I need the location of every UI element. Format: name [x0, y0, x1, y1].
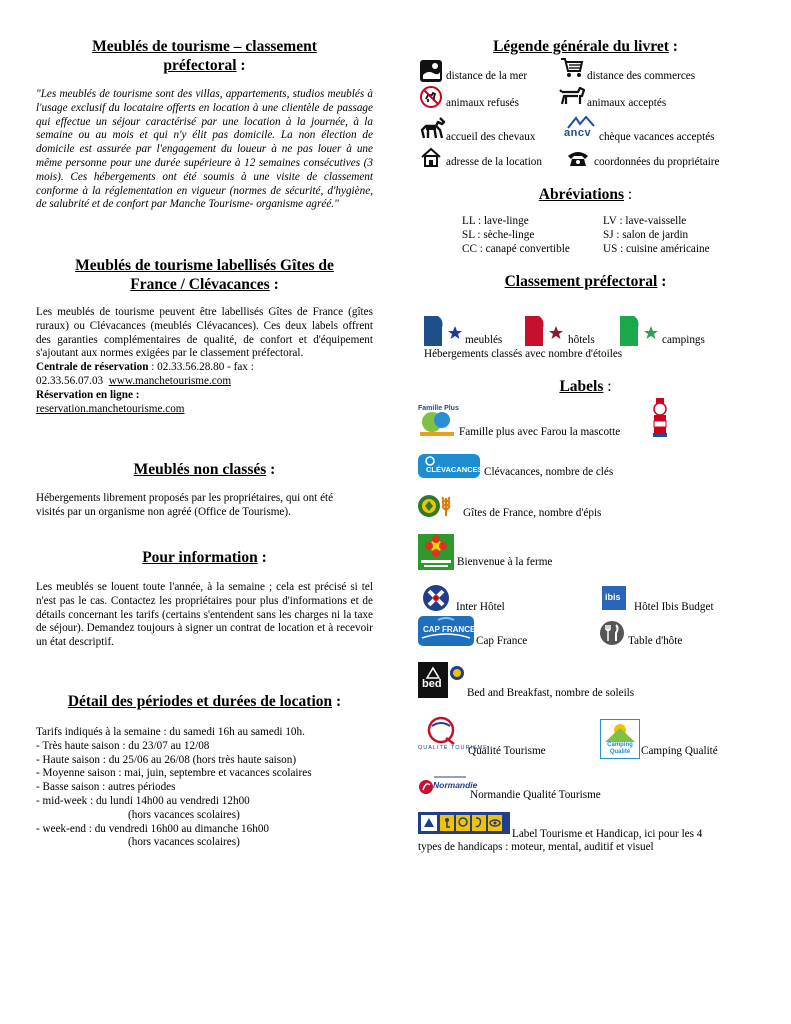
bienvenue-ferme-logo-icon	[418, 534, 454, 570]
hotels-classement-icon	[525, 314, 565, 346]
campings-classement-icon	[620, 314, 660, 346]
abbr-row	[462, 214, 710, 228]
information-description: Les meublés se louent toute l'année, à la semaine ; cela est précisé si tel n'est pas le cas. Contactez les propriétaires pour plus d'informations et de détails concernant les tarifs (certains s'entendent sans les charges ni la taxe de séjour). Demandez toujours à signer un contrat de location et à recevoir un état descriptif.	[36, 581, 373, 649]
central-reservation: Centrale de réservation : 02.33.56.28.80 - fax :	[36, 361, 254, 374]
ancv-logo-icon: ancv	[564, 116, 598, 142]
classement-label: hôtels	[568, 334, 595, 346]
section-title-information: Pour information :	[142, 549, 267, 566]
house-icon	[420, 146, 442, 168]
beach-icon	[420, 60, 442, 82]
sun-icon	[449, 665, 465, 681]
legend-label: accueil des chevaux	[446, 131, 536, 143]
label-name: Camping Qualité	[641, 745, 718, 757]
label-name: Qualité Tourisme	[468, 745, 546, 757]
periode-line: - mid-week : du lundi 14h00 au vendredi 12h00	[36, 794, 250, 807]
abbr-row	[462, 228, 710, 242]
legend-label: distance de la mer	[446, 70, 528, 82]
periode-line: Tarifs indiqués à la semaine : du samedi 16h au samedi 10h.	[36, 726, 305, 738]
abbr-cell: SL : sèche-linge	[462, 229, 535, 241]
periode-line: - Moyenne saison : mai, juin, septembre et vacances scolaires	[36, 767, 312, 780]
label-name: Inter Hôtel	[456, 601, 505, 613]
label-name: Hôtel Ibis Budget	[634, 601, 714, 613]
section-title-non-classes: Meublés non classés :	[133, 461, 276, 478]
telephone-icon	[566, 150, 590, 168]
section-title-classement: Meublés de tourisme – classement préfectoral :	[92, 38, 317, 74]
non-classes-description: Hébergements librement proposés par les propriétaires, qui ont été visités par un organisme non agréé (Office de Tourisme).	[36, 492, 334, 518]
shopping-cart-icon	[560, 57, 584, 79]
tourisme-handicap-logo-icon	[418, 812, 510, 838]
gites-de-france-logo-icon	[418, 494, 460, 518]
labellises-block	[36, 306, 373, 416]
periode-line: - Haute saison : du 25/06 au 26/08 (hors très haute saison)	[36, 753, 297, 766]
abbr-cell: LV : lave-vaisselle	[603, 215, 687, 227]
online-reservation-row	[36, 403, 373, 417]
section-title-legende: Légende générale du livret :	[493, 38, 678, 55]
label-name: Label Tourisme et Handicap, ici pour les 4	[512, 828, 703, 840]
classement-label: campings	[662, 334, 705, 346]
farou-mascot-icon	[650, 396, 670, 438]
meubles-classement-icon	[424, 314, 464, 346]
abbr-cell: CC : canapé convertible	[462, 243, 570, 255]
periode-line: - week-end : du vendredi 16h00 au dimanche 16h00	[36, 822, 270, 835]
label-name: Bienvenue à la ferme	[457, 556, 553, 568]
bed-breakfast-logo-icon: bed	[418, 662, 448, 698]
periode-line: - Basse saison : autres périodes	[36, 781, 176, 794]
section-title-classement-prefectoral: Classement préfectoral :	[504, 273, 667, 290]
camping-qualite-logo-icon: Camping Qualité	[600, 719, 640, 759]
cap-france-logo-icon: CAP FRANCE	[418, 616, 474, 646]
legend-label: animaux acceptés	[587, 97, 667, 109]
famille-plus-logo-icon: Famille Plus	[418, 402, 456, 438]
label-name: Gîtes de France, nombre d'épis	[463, 507, 602, 519]
label-name: Famille plus avec Farou la mascotte	[459, 426, 621, 438]
periode-line: (hors vacances scolaires)	[128, 836, 240, 849]
label-name: Bed and Breakfast, nombre de soleils	[467, 687, 635, 699]
fax-number: 02.33.56.07.03	[36, 374, 104, 387]
classement-label: meublés	[465, 334, 503, 346]
dog-icon	[558, 84, 586, 108]
periode-line: - Très haute saison : du 23/07 au 12/08	[36, 739, 210, 752]
inter-hotel-logo-icon	[422, 584, 450, 612]
periodes-list	[36, 726, 373, 850]
horse-icon	[420, 116, 446, 140]
ibis-budget-logo-icon: ibis	[602, 586, 626, 610]
legend-label: adresse de la location	[446, 156, 542, 168]
legend-label: distance des commerces	[587, 70, 696, 82]
abbr-cell: SJ : salon de jardin	[603, 229, 689, 241]
section-title-periodes: Détail des périodes et durées de location :	[67, 693, 342, 710]
abbreviations-table	[462, 214, 710, 256]
legend-label: animaux refusés	[446, 97, 520, 109]
abbr-cell: US : cuisine américaine	[603, 243, 710, 255]
abbr-row	[462, 242, 710, 256]
website-link[interactable]: www.manchetourisme.com	[108, 374, 232, 387]
no-pets-icon	[420, 86, 442, 108]
fax-and-website	[36, 375, 373, 389]
classement-note: Hébergements classés avec nombre d'étoiles	[424, 348, 623, 360]
label-name-continued: types de handicaps : moteur, mental, auditif et visuel	[418, 841, 654, 853]
section-title-abreviations: Abréviations :	[538, 186, 633, 203]
label-name: Table d'hôte	[628, 635, 683, 647]
normandie-qualite-logo-icon: Normandie	[418, 773, 468, 799]
online-reservation-label: Réservation en ligne :	[36, 388, 140, 401]
online-reservation-link[interactable]: reservation.manchetourisme.com	[36, 402, 185, 415]
qualite-tourisme-logo-icon: QUALITÉ TOURISME	[418, 714, 464, 758]
labellises-description: Les meublés de tourisme peuvent être labellisés Gîtes de France (gîtes ruraux) ou Clévacances (meublés Clévacances). Ces deux labels offrent des garanties complémentaires de qualité, de confort et d'équipement s'ajoutant aux normes exigées par le classement préfectoral.	[36, 306, 373, 360]
clevacances-logo-icon: CLÉVACANCES	[418, 454, 480, 478]
section-title-labels: Labels :	[559, 378, 612, 395]
section-title-labellises: Meublés de tourisme labellisés Gîtes de France / Clévacances :	[75, 257, 334, 293]
legend-label: coordonnées du propriétaire	[594, 156, 720, 168]
label-name: Normandie Qualité Tourisme	[470, 789, 601, 801]
periode-line: (hors vacances scolaires)	[128, 808, 240, 821]
classement-description: "Les meublés de tourisme sont des villas, appartements, studios meublés à l'usage exclusif du locataire offerts en location à une clientèle de passage qui effectue un séjour caractérisé par une location à la journée, à la semaine ou au mois et qui n'y élit pas domicile. La non élection de domicile est assurée par l'engagement du loueur à ne pas louer à une même personne pour une durée supérieure à 12 semaines consécutives (3 mois). Ces hébergements ont été soumis à une visite de classement conforme à la réglementation en vigueur (normes de sécurité, d'hygiène, de salubrité et de confort par Manche Tourisme- organisme agréé."	[36, 88, 373, 211]
table-hote-icon	[598, 620, 626, 646]
label-name: Clévacances, nombre de clés	[484, 466, 614, 478]
legend-label: chèque vacances acceptés	[599, 131, 715, 143]
right-column	[418, 0, 753, 1024]
label-name: Cap France	[476, 635, 528, 647]
abbr-cell: LL : lave-linge	[462, 215, 529, 227]
